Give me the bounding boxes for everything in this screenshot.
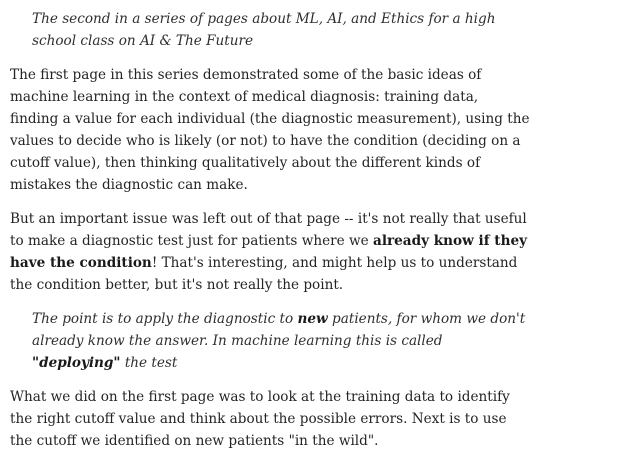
callout-text: the test [120, 355, 178, 371]
intro-note: The second in a series of pages about ML, AI, and Ethics for a high school class on AI & The Future [32, 11, 496, 49]
paragraph-first-page-summary: The first page in this series demonstrated some of the basic ideas of machine learning in the context of medical diagnosis: training data, finding a value for each individual (the diagnostic measurement), using the values to decide who is likely (or not) to have the condition (deciding on a cutoff value), then thinking qualitatively about the different kinds of mistakes the diagnostic can make. [10, 67, 530, 193]
paragraph-important-issue [10, 208, 530, 296]
emphasis-deploying: "deploying" [32, 355, 121, 371]
paragraph-next-steps: What we did on the first page was to look at the training data to identify the right cutoff value and think about the possible errors. Next is to use the cutoff we identified on new patients "in the wild". [10, 389, 510, 449]
callout-text: patients, for whom we don't already know the answer. In machine learning this is called [32, 311, 526, 349]
deploying-callout [32, 308, 528, 374]
paragraph-text: ! That's interesting, and might help us to understand the condition better, but it's not really the point. [10, 255, 518, 293]
callout-text: The point is to apply the diagnostic to [32, 311, 298, 327]
paragraph-text: But an important issue was left out of that page -- it's not really that useful to make a diagnostic test just for patients where we [10, 211, 527, 249]
article-body [10, 8, 626, 464]
emphasis-new: new [297, 311, 328, 327]
emphasis-already-know: already know if they have the condition [10, 233, 528, 271]
